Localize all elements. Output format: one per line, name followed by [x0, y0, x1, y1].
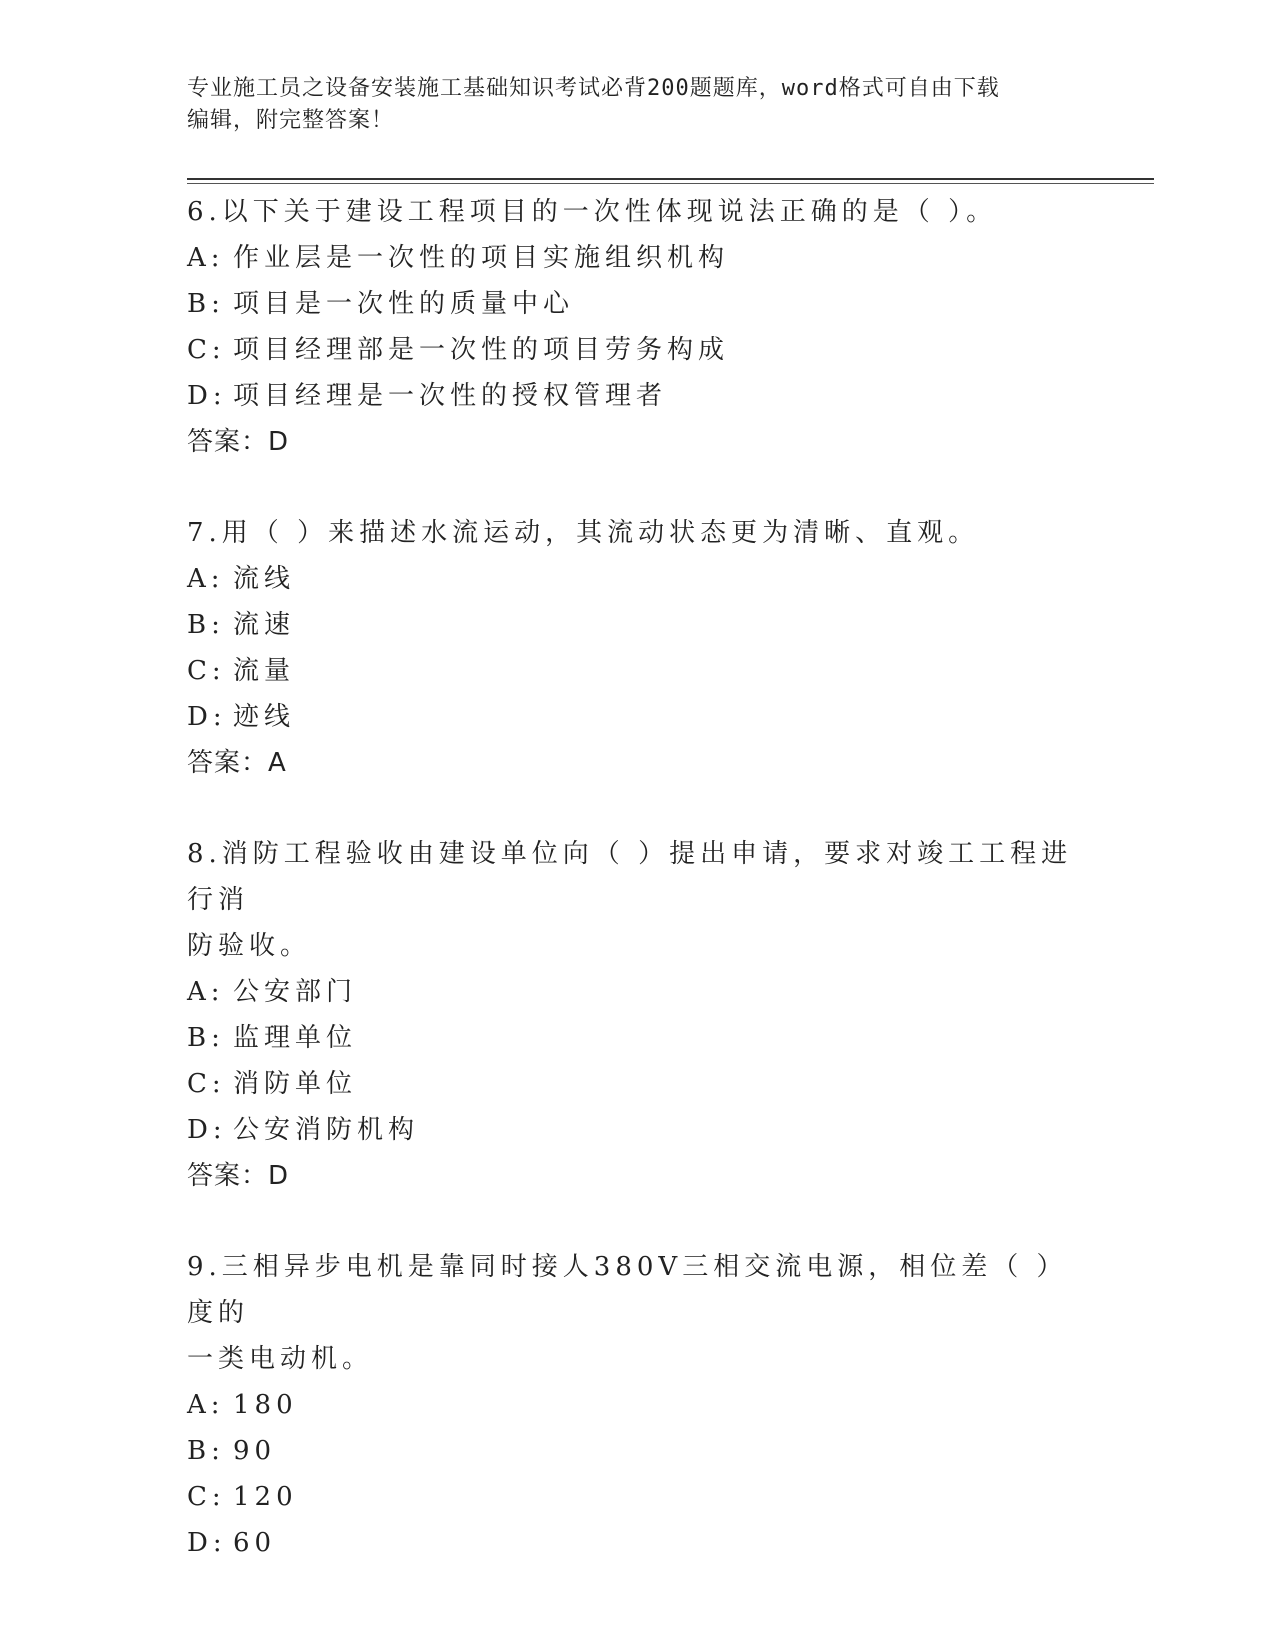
- option-a: [187, 969, 1087, 1015]
- option-letter: B:: [187, 1023, 225, 1053]
- option-text: 项目是一次性的质量中心: [233, 289, 575, 319]
- option-a: [187, 235, 1087, 281]
- option-text: 90: [233, 1436, 277, 1466]
- question-8: [187, 831, 1087, 1199]
- option-text: 180: [233, 1390, 298, 1420]
- option-text: 流速: [233, 610, 296, 640]
- option-c: [187, 1061, 1087, 1107]
- option-letter: A:: [187, 564, 225, 594]
- option-d: [187, 1107, 1087, 1153]
- option-letter: D:: [187, 1115, 227, 1145]
- question-stem: 6.以下关于建设工程项目的一次性体现说法正确的是（ ）。: [187, 197, 998, 227]
- option-d: [187, 1520, 1087, 1566]
- option-letter: C:: [187, 656, 226, 686]
- option-letter: A:: [187, 977, 225, 1007]
- question-6: [187, 189, 1087, 465]
- option-letter: D:: [187, 1528, 227, 1558]
- option-letter: B:: [187, 610, 225, 640]
- question-stem-line-2: 防验收。: [187, 931, 312, 961]
- question-stem-line-1: 8.消防工程验收由建设单位向（ ）提出申请，要求对竣工工程进行消: [187, 839, 1073, 915]
- option-text: 作业层是一次性的项目实施组织机构: [233, 243, 730, 273]
- option-letter: C:: [187, 1482, 226, 1512]
- option-b: [187, 281, 1087, 327]
- option-c: [187, 1474, 1087, 1520]
- option-text: 迹线: [233, 702, 296, 732]
- header-line-1: 专业施工员之设备安装施工基础知识考试必背200题题库，word格式可自由下载: [187, 76, 1000, 101]
- option-b: [187, 602, 1087, 648]
- option-a: [187, 556, 1087, 602]
- option-text: 60: [233, 1528, 277, 1558]
- option-letter: D:: [187, 381, 227, 411]
- header-rule-thick: [187, 178, 1154, 180]
- option-letter: A:: [187, 1390, 225, 1420]
- option-text: 消防单位: [233, 1069, 358, 1099]
- question-7: [187, 510, 1087, 786]
- question-9: [187, 1244, 1087, 1566]
- option-text: 公安消防机构: [233, 1115, 420, 1145]
- option-letter: B:: [187, 289, 225, 319]
- option-text: 监理单位: [233, 1023, 358, 1053]
- option-text: 公安部门: [233, 977, 358, 1007]
- option-text: 流线: [233, 564, 296, 594]
- option-letter: C:: [187, 335, 226, 365]
- option-d: [187, 694, 1087, 740]
- option-text: 120: [233, 1482, 298, 1512]
- question-stem-line-2: 一类电动机。: [187, 1344, 374, 1374]
- option-text: 流量: [233, 656, 296, 686]
- option-letter: D:: [187, 702, 227, 732]
- option-b: [187, 1428, 1087, 1474]
- document-header: [187, 73, 1077, 137]
- option-letter: A:: [187, 243, 225, 273]
- option-d: [187, 373, 1087, 419]
- option-text: 项目经理部是一次性的项目劳务构成: [233, 335, 730, 365]
- question-list: [187, 189, 1087, 1611]
- header-rule-thin: [187, 183, 1154, 184]
- answer-line: 答案：D: [187, 427, 290, 457]
- answer-line: 答案：D: [187, 1161, 290, 1191]
- question-stem: 7.用（ ）来描述水流运动，其流动状态更为清晰、直观。: [187, 518, 980, 548]
- option-a: [187, 1382, 1087, 1428]
- option-b: [187, 1015, 1087, 1061]
- option-letter: C:: [187, 1069, 226, 1099]
- answer-line: 答案：A: [187, 748, 287, 778]
- option-text: 项目经理是一次性的授权管理者: [233, 381, 668, 411]
- option-c: [187, 327, 1087, 373]
- option-c: [187, 648, 1087, 694]
- option-letter: B:: [187, 1436, 225, 1466]
- question-stem-line-1: 9.三相异步电机是靠同时接人380V三相交流电源，相位差（ ）度的: [187, 1252, 1068, 1328]
- header-line-2: 编辑，附完整答案！: [187, 108, 395, 133]
